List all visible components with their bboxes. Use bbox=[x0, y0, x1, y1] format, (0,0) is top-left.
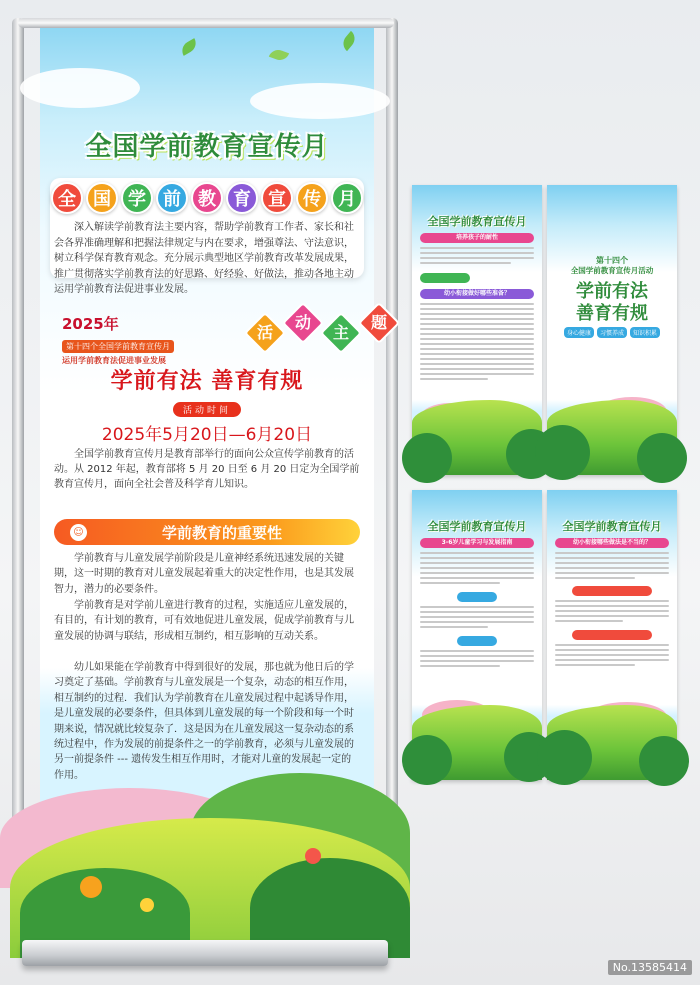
thumb-bush bbox=[535, 425, 590, 480]
paragraph-2: 学前教育是对学前儿童进行教育的过程，实施适应儿童发展的，有目的，有计划的教育，可有效地促进儿童发展，促成学前教育与儿童发展的协调与联结，形成相互制约，相互影响的互动关系。 bbox=[54, 600, 354, 642]
title-circle-char: 国 bbox=[86, 182, 118, 214]
thumb-text-lines bbox=[420, 606, 534, 631]
thumb-cover-big2: 善育有规 bbox=[576, 303, 648, 324]
intro-text: 深入解读学前教育法主要内容，帮助学前教育工作者、家长和社会各界准确理解和把握法律规定与内在要求，增强尊法、守法意识，树立科学保育教育观念。充分展示典型地区学前教育改革发展成果，推广贯彻落实学前教育法的好思路、好经验、好做法，推动各地主动运用学前教育法促进事业发展。 bbox=[54, 222, 354, 295]
image-id-watermark: No.13585414 bbox=[608, 960, 692, 975]
time-label: 活动时间 bbox=[173, 402, 241, 417]
flower-decoration bbox=[80, 876, 102, 898]
theme-char: 主 bbox=[332, 323, 349, 342]
thumb-title: 全国学前教育宣传月 bbox=[562, 520, 662, 533]
theme-char: 活 bbox=[256, 323, 273, 342]
leaf-decoration bbox=[269, 47, 289, 63]
flower-decoration bbox=[140, 898, 154, 912]
thumb-bush bbox=[637, 433, 687, 483]
thumb-title: 全国学前教育宣传月 bbox=[427, 215, 527, 228]
year-theme: 运用学前教育法促进事业发展 bbox=[62, 356, 166, 365]
thumb-pill-small bbox=[572, 630, 652, 640]
flower-decoration bbox=[305, 848, 321, 864]
thumb-tag: 身心健康 bbox=[564, 327, 594, 338]
thumb-tag: 习惯养成 bbox=[597, 327, 627, 338]
thumb-pill-small bbox=[420, 273, 470, 283]
description-text: 全国学前教育宣传月是教育部举行的面向公众宣传学前教育的活动。从 2012 年起，教育部将 5 月 20 日至 6 月 20 日定为全国学前教育宣传月，面向全社会普及科学育儿知识。 bbox=[54, 449, 360, 490]
thumb-pill-small bbox=[457, 592, 497, 602]
thumb-cover-big1: 学前有法 bbox=[576, 281, 648, 302]
thumb-bush bbox=[639, 736, 689, 786]
banner-top-bar bbox=[18, 18, 394, 28]
preview-thumbnail-2 bbox=[547, 185, 677, 475]
date-range: 2025年5月20日—6月20日 bbox=[101, 425, 313, 445]
thumb-cover-line2: 全国学前教育宣传月活动 bbox=[570, 266, 654, 275]
main-banner bbox=[40, 28, 387, 942]
title-circle-char: 学 bbox=[121, 182, 153, 214]
cloud-decoration bbox=[250, 83, 390, 119]
banner-title bbox=[40, 126, 374, 163]
thumb-pill: 幼小衔接做好哪些准备？ bbox=[420, 289, 534, 299]
thumb-pill: 幼小衔接哪些做法是不当的？ bbox=[555, 538, 669, 548]
thumb-text-lines bbox=[420, 303, 534, 383]
cloud-decoration bbox=[557, 365, 667, 395]
thumb-text-lines bbox=[555, 600, 669, 625]
paragraph-3: 幼儿如果能在学前教育中得到很好的发展，那也就为他日后的学习奠定了基础。学前教育与儿童发展是一个复杂，动态的相互作用，相互制约的过程．我们认为学前教育在儿童发展过程中起诱导作用，是儿童发展的必要条件，但具体到儿童发展的每一个阶段和每一个时期来说，情况就比较复杂了．这是因为在儿童发展这一复杂动态的系统过程中，作为发展的前提条件之一的学前教育，必须与儿童发展的另一前提条件 --- 遗传发生相互作用时，才能对儿童的发展起一定的作用。 bbox=[54, 662, 354, 781]
preview-thumbnail-1 bbox=[412, 185, 542, 475]
thumb-text-lines bbox=[420, 552, 534, 587]
banner-base bbox=[22, 940, 388, 966]
preview-thumbnail-4 bbox=[547, 490, 677, 780]
title-circle-char: 月 bbox=[331, 182, 363, 214]
title-circle-char: 全 bbox=[51, 182, 83, 214]
thumb-pill: 培养孩子的耐性 bbox=[420, 233, 534, 243]
title-circle-char: 育 bbox=[226, 182, 258, 214]
leaf-decoration bbox=[179, 38, 200, 56]
thumb-cover-line1: 第十四个 bbox=[596, 256, 628, 265]
theme-diamonds bbox=[240, 298, 400, 358]
leaf-decoration bbox=[339, 31, 358, 51]
title-circles bbox=[51, 182, 363, 214]
thumb-tag: 知识积累 bbox=[630, 327, 660, 338]
smile-icon: ☺ bbox=[70, 524, 87, 541]
title-circle-char: 前 bbox=[156, 182, 188, 214]
title-circle-char: 教 bbox=[191, 182, 223, 214]
thumb-bush bbox=[402, 433, 452, 483]
year-block bbox=[62, 313, 174, 366]
section-title: 学前教育的重要性 bbox=[161, 524, 282, 542]
cloud-decoration bbox=[20, 68, 140, 108]
title-circle-char: 传 bbox=[296, 182, 328, 214]
thumb-text-lines bbox=[420, 247, 534, 267]
year-subtitle: 第十四个全国学前教育宣传月 bbox=[62, 340, 174, 353]
thumb-title: 全国学前教育宣传月 bbox=[427, 520, 527, 533]
thumb-pill-small bbox=[457, 636, 497, 646]
thumb-bush bbox=[537, 730, 592, 785]
theme-char: 动 bbox=[294, 313, 311, 332]
preview-thumbnail-3 bbox=[412, 490, 542, 780]
paragraph-1: 学前教育与儿童发展学前阶段是儿童神经系统迅速发展的关键期，这一时期的教育对儿童发展起着重大的决定性作用，也是其发展智力，潜力的必要条件。 bbox=[54, 553, 354, 595]
theme-char: 题 bbox=[370, 313, 387, 332]
year-label: 2025年 bbox=[62, 315, 119, 333]
thumb-pill: 3-6岁儿童学习与发展指南 bbox=[420, 538, 534, 548]
thumb-text-lines bbox=[555, 552, 669, 582]
thumb-bush bbox=[402, 735, 452, 785]
thumb-text-lines bbox=[555, 644, 669, 669]
thumb-cover-tags bbox=[547, 327, 677, 338]
thumb-text-lines bbox=[420, 650, 534, 670]
title-circle-char: 宣 bbox=[261, 182, 293, 214]
thumb-pill-small bbox=[572, 586, 652, 596]
slogan: 学前有法 善育有规 bbox=[110, 369, 304, 394]
banner-title-text: 全国学前教育宣传月 bbox=[85, 132, 329, 162]
